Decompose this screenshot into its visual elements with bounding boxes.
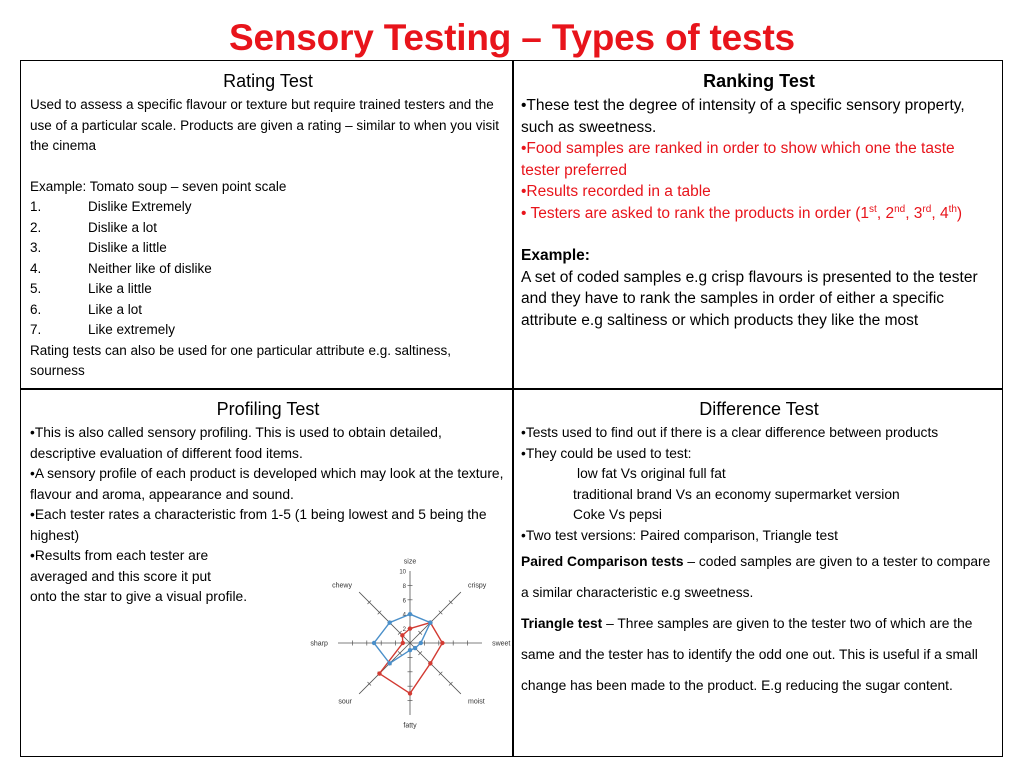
triangle-test-label: Triangle test bbox=[521, 616, 603, 631]
star-axis-label: moist bbox=[468, 698, 485, 706]
star-series-1-point bbox=[408, 691, 412, 695]
rating-scale-item bbox=[30, 238, 506, 259]
difference-item-2: traditional brand Vs an economy supermarket version bbox=[573, 486, 900, 502]
rating-scale-number: 4. bbox=[30, 260, 42, 276]
rating-scale-label: Dislike a lot bbox=[88, 219, 158, 235]
star-axis-label: fatty bbox=[403, 722, 417, 730]
tests-table bbox=[20, 60, 1003, 757]
difference-bullet-2: •They could be used to test: bbox=[521, 445, 692, 461]
rating-scale-item bbox=[30, 300, 506, 321]
star-axis-label: chewy bbox=[332, 582, 352, 590]
profiling-bullet-4-line-1: •Results from each tester are bbox=[30, 548, 209, 563]
profiling-bullet-1: •This is also called sensory profiling. This is used to obtain detailed, descriptive evaluation of different food items. bbox=[30, 425, 442, 461]
star-axis-label: sweet bbox=[492, 640, 511, 648]
page-title: Sensory Testing – Types of tests bbox=[229, 17, 795, 58]
rating-scale-list bbox=[30, 197, 506, 341]
star-series-2-point bbox=[419, 641, 423, 645]
ranking-test-heading: Ranking Test bbox=[703, 71, 815, 91]
star-series-2-point bbox=[408, 648, 412, 652]
rating-scale-number: 7. bbox=[30, 322, 42, 337]
rating-scale-number: 5. bbox=[30, 281, 42, 296]
difference-bullet-3: •Two test versions: Paired comparison, Triangle test bbox=[521, 527, 838, 543]
star-series-1-point bbox=[401, 641, 405, 645]
ranking-bullet-2: •Food samples are ranked in order to show which one the taste tester preferred bbox=[521, 140, 955, 179]
rating-scale-number: 3. bbox=[30, 240, 42, 255]
rating-scale-item bbox=[30, 197, 506, 218]
rating-test-cell bbox=[30, 69, 506, 387]
paired-comparison-text: Paired Comparison tests – coded samples are given to a tester to compare a similar characteristic e.g sweetness. bbox=[521, 554, 991, 600]
star-axis-sour bbox=[359, 643, 410, 694]
rating-scale-item bbox=[30, 279, 506, 300]
star-series-1-point bbox=[428, 661, 432, 665]
star-series-1-point bbox=[408, 626, 412, 630]
star-tick-label: 6 bbox=[402, 598, 406, 605]
ranking-bullet-3: •Results recorded in a table bbox=[521, 183, 711, 200]
difference-test-heading: Difference Test bbox=[699, 399, 819, 419]
ranking-example-text: A set of coded samples e.g crisp flavours is presented to the tester and they have to rank the samples in order of either a specific attribute e.g saltiness or which products they like the most bbox=[521, 268, 978, 329]
rating-scale-label: Like extremely bbox=[88, 322, 176, 337]
star-profile-diagram bbox=[310, 557, 511, 741]
star-tick-label: 2 bbox=[402, 627, 406, 634]
rating-scale-item bbox=[30, 259, 506, 280]
ranking-bullet-1: •These test the degree of intensity of a specific sensory property, such as sweetness. bbox=[521, 97, 965, 136]
rating-example: Example: Tomato soup – seven point scale bbox=[30, 178, 287, 194]
rating-scale-item bbox=[30, 320, 506, 341]
rating-intro: Used to assess a specific flavour or texture but require trained testers and the use of a particular scale. Products are given a rating – similar to when you visit the cinema bbox=[30, 97, 499, 153]
star-series-1-point bbox=[400, 633, 404, 637]
star-series-2-point bbox=[428, 620, 432, 624]
profiling-bullet-4-line-2: averaged and this score it put bbox=[30, 568, 212, 584]
rating-scale-label: Neither like of dislike bbox=[88, 260, 212, 276]
star-tick-label: 4 bbox=[402, 612, 406, 619]
rating-scale-label: Dislike Extremely bbox=[88, 199, 192, 214]
rating-scale-label: Like a lot bbox=[88, 301, 143, 317]
difference-item-3: Coke Vs pepsi bbox=[573, 507, 662, 522]
rating-scale-label: Like a little bbox=[88, 281, 152, 296]
star-axis-label: size bbox=[403, 558, 417, 566]
paired-comparison-label: Paired Comparison tests bbox=[521, 554, 684, 569]
profiling-test-cell bbox=[30, 397, 511, 752]
star-series-1-point bbox=[377, 671, 381, 675]
star-series-2-point bbox=[387, 620, 391, 624]
star-series-1-point bbox=[440, 641, 444, 645]
difference-bullet-1: •Tests used to find out if there is a clear difference between products bbox=[521, 425, 939, 440]
ranking-example-label: Example: bbox=[521, 247, 590, 264]
star-axis-label: sour bbox=[338, 698, 352, 706]
rating-scale-number: 6. bbox=[30, 301, 42, 317]
star-tick-label: 8 bbox=[402, 583, 406, 590]
triangle-test-text: Triangle test – Three samples are given to the tester two of which are the same and the tester has to identify the odd one out. This is useful if a small change has been made to the product. E.g reducing the sugar content. bbox=[521, 616, 978, 693]
rating-scale-item bbox=[30, 218, 506, 239]
difference-item-1: low fat Vs original full fat bbox=[577, 466, 726, 481]
rating-scale-number: 2. bbox=[30, 219, 42, 235]
star-axis-moist bbox=[410, 643, 461, 694]
star-series-1-outline bbox=[379, 623, 442, 694]
star-series-2-point bbox=[413, 646, 417, 650]
rating-outro: Rating tests can also be used for one particular attribute e.g. saltiness, sourness bbox=[30, 342, 451, 378]
star-axis-label: crispy bbox=[468, 582, 487, 590]
ranking-bullet-4: • Testers are asked to rank the products in order (1st, 2nd, 3rd, 4th) bbox=[521, 203, 963, 222]
profiling-bullet-3: •Each tester rates a characteristic from 1-5 (1 being lowest and 5 being the highest) bbox=[30, 507, 487, 543]
ranking-test-cell bbox=[521, 69, 997, 387]
star-profile-svg bbox=[310, 557, 511, 741]
profiling-bullet-2: •A sensory profile of each product is developed which may look at the texture, flavour and aroma, appearance and sound. bbox=[30, 466, 504, 502]
rating-scale-label: Dislike a little bbox=[88, 240, 167, 255]
star-tick-label: 10 bbox=[399, 569, 406, 576]
rating-scale-number: 1. bbox=[30, 199, 42, 214]
profiling-test-heading: Profiling Test bbox=[216, 399, 320, 419]
rating-test-heading: Rating Test bbox=[223, 71, 313, 91]
row-divider bbox=[21, 388, 1002, 390]
column-divider bbox=[512, 61, 514, 756]
profiling-bullet-4-line-3: onto the star to give a visual profile. bbox=[30, 589, 248, 604]
star-axis-label: sharp bbox=[310, 640, 328, 648]
star-series-2-point bbox=[408, 612, 412, 616]
star-series-2-point bbox=[387, 661, 391, 665]
difference-test-cell bbox=[521, 397, 997, 752]
star-series-2-point bbox=[372, 641, 376, 645]
